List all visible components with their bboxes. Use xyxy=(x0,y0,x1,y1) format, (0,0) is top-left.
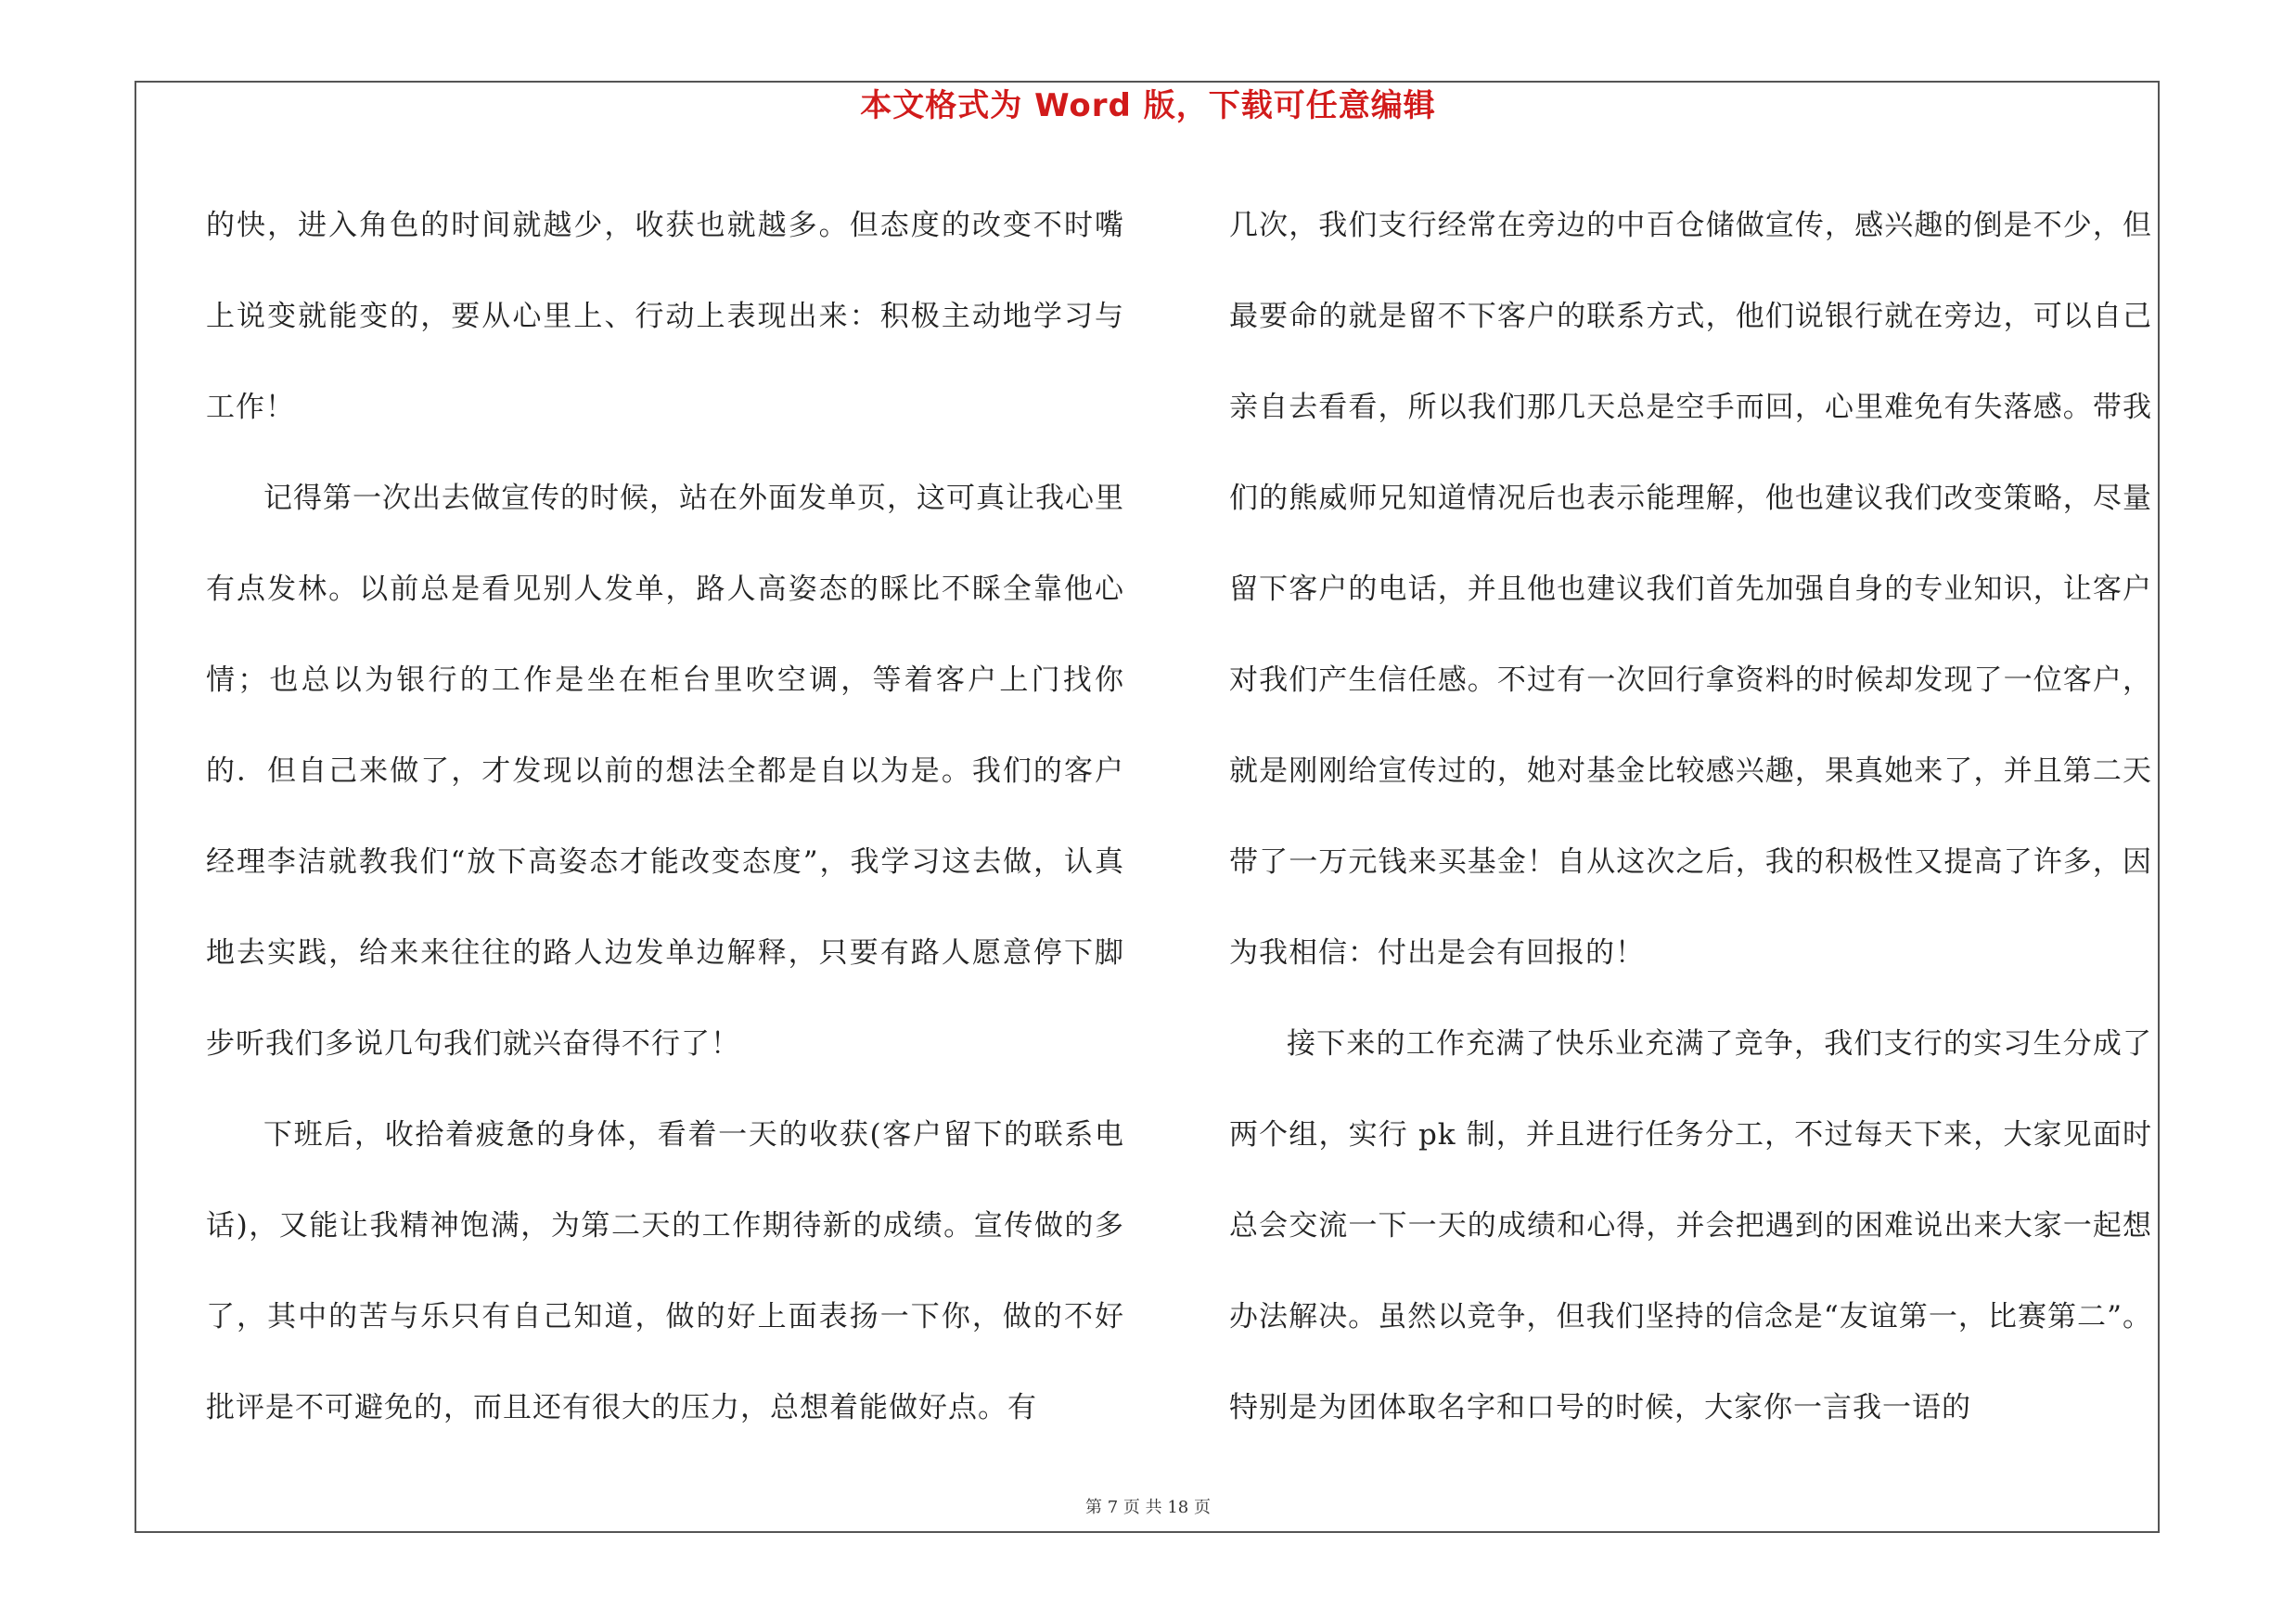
left-paragraph-2: 记得第一次出去做宣传的时候，站在外面发单页，这可真让我心里有点发林。以前总是看见别人发单，路人高姿态的睬比不睬全靠他心情；也总以为银行的工作是坐在柜台里吹空调，等着客户上门找你的．但自己来做了，才发现以前的想法全都是自以为是。我们的客户经理李洁就教我们“放下高姿态才能改变态度”，我学习这去做，认真地去实践，给来来往往的路人边发单边解释，只要有路人愿意停下脚步听我们多说几句我们就兴奋得不行了！ xyxy=(206,482,1124,1061)
left-column xyxy=(206,180,1124,1453)
right-paragraph-1: 几次，我们支行经常在旁边的中百仓储做宣传，感兴趣的倒是不少，但最要命的就是留不下客户的联系方式，他们说银行就在旁边，可以自己亲自去看看，所以我们那几天总是空手而回，心里难免有失落感。带我们的熊威师兄知道情况后也表示能理解，他也建议我们改变策略，尽量留下客户的电话，并且他也建议我们首先加强自身的专业知识，让客户对我们产生信任感。不过有一次回行拿资料的时候却发现了一位客户，就是刚刚给宣传过的，她对基金比较感兴趣，果真她来了，并且第二天带了一万元钱来买基金！自从这次之后，我的积极性又提高了许多，因为我相信：付出是会有回报的！ xyxy=(1229,209,2152,970)
format-banner: 本文格式为 Word 版，下载可任意编辑 xyxy=(860,87,1436,124)
right-paragraph-2: 接下来的工作充满了快乐业充满了竞争，我们支行的实习生分成了两个组，实行 pk 制，并且进行任务分工，不过每天下来，大家见面时总会交流一下一天的成绩和心得，并会把遇到的困难说出来大家一起想办法解决。虽然以竞争，但我们坚持的信念是“友谊第一，比赛第二”。特别是为团体取名字和口号的时候，大家你一言我一语的 xyxy=(1229,1027,2152,1424)
right-column xyxy=(1229,180,2152,1453)
left-paragraph-3: 下班后，收拾着疲惫的身体，看着一天的收获(客户留下的联系电话)，又能让我精神饱满，为第二天的工作期待新的成绩。宣传做的多了，其中的苦与乐只有自己知道，做的好上面表扬一下你，做的不好批评是不可避免的，而且还有很大的压力，总想着能做好点。有 xyxy=(206,1118,1124,1424)
left-paragraph-1: 的快，进入角色的时间就越少，收获也就越多。但态度的改变不时嘴上说变就能变的，要从心里上、行动上表现出来：积极主动地学习与工作！ xyxy=(206,209,1124,424)
page-number-footer: 第 7 页 共 18 页 xyxy=(1085,1498,1211,1517)
